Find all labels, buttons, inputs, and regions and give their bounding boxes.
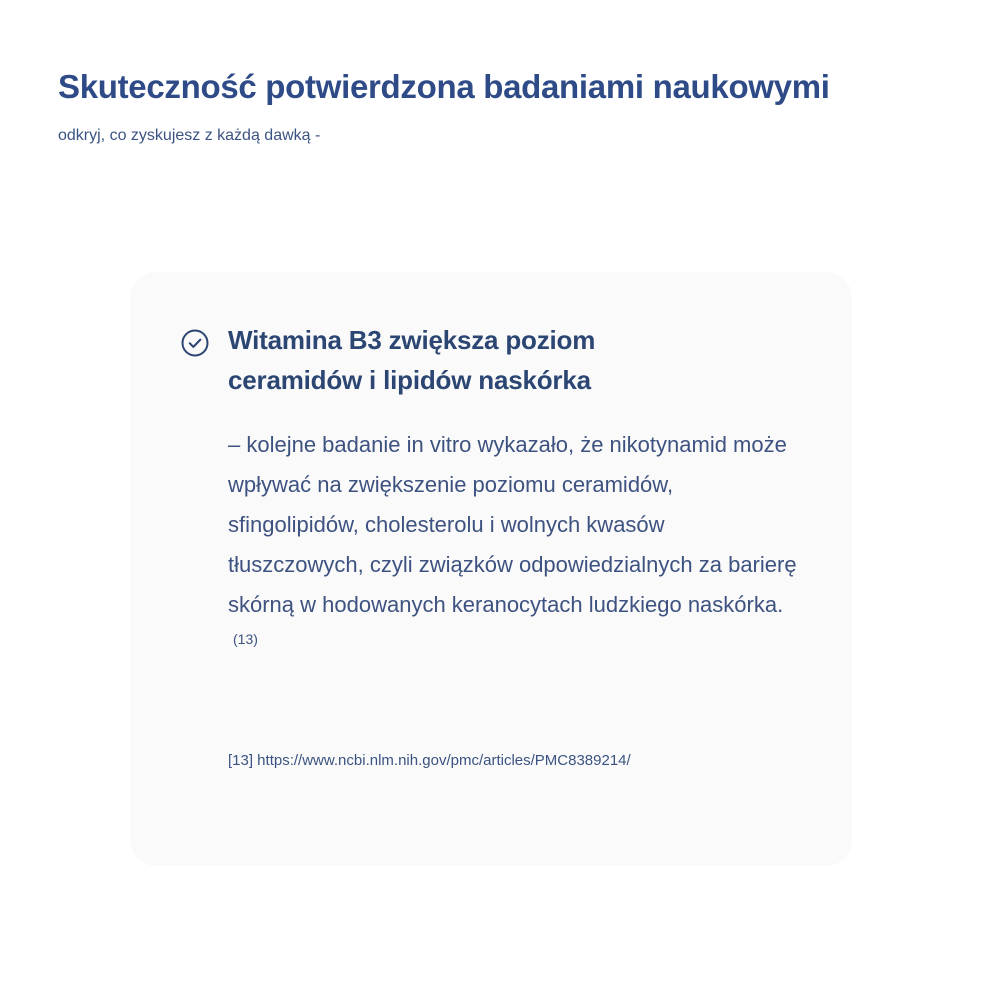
benefit-card-footnote-link[interactable]: [13] https://www.ncbi.nlm.nih.gov/pmc/articles/PMC8389214/ xyxy=(228,752,631,769)
page-title: Skuteczność potwierdzona badaniami naukowymi xyxy=(58,68,830,105)
benefit-card xyxy=(130,272,852,866)
benefit-card-body xyxy=(180,400,800,665)
benefit-card-header xyxy=(180,320,800,400)
benefit-card-content xyxy=(180,320,800,772)
benefit-card-body-reference: (13) xyxy=(233,630,258,647)
page-subtitle: odkryj, co zyskujesz z każdą dawką - xyxy=(58,127,321,144)
benefit-card-title: Witamina B3 zwiększa poziom ceramidów i lipidów naskórka xyxy=(228,325,596,395)
check-circle-icon xyxy=(180,328,210,358)
benefit-card-body-text: – kolejne badanie in vitro wykazało, że nikotynamid może wpływać na zwiększenie poziomu ceramidów, sfingolipidów, cholesterolu i wolnych kwasów tłuszczowych, czyli związków odpowiedzialnych za barierę skórną w hodowanych keranocytach ludzkiego naskórka. xyxy=(228,432,797,617)
page-header xyxy=(58,66,968,147)
